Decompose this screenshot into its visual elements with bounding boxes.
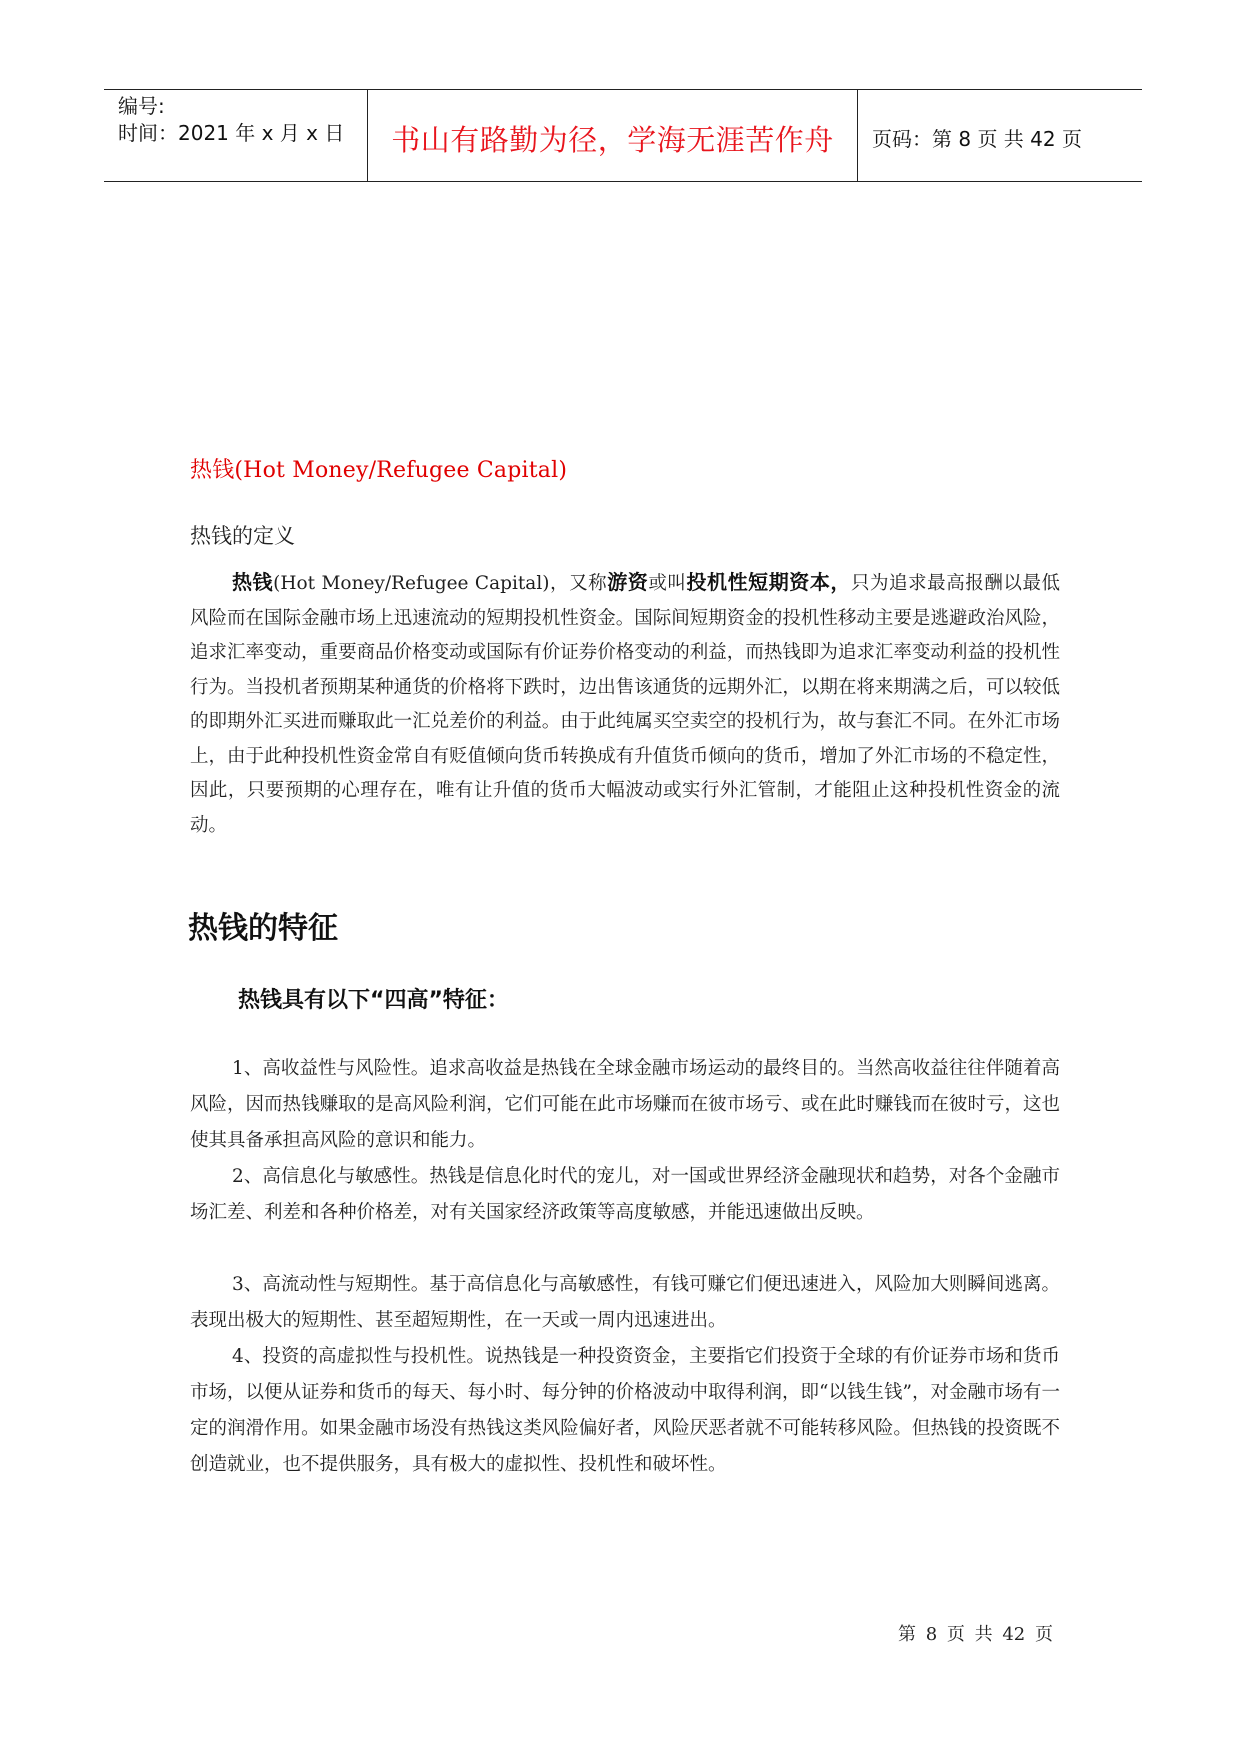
feature-item-2: 2、高信息化与敏感性。热钱是信息化时代的宠儿，对一国或世界经济金融现状和趋势，对各个金融市场汇差、利差和各种价格差，对有关国家经济政策等高度敏感，并能迅速做出反映。	[190, 1166, 1060, 1223]
header-motto-cell	[368, 90, 858, 181]
term-english: (Hot Money/Refugee Capital)，又称	[273, 573, 608, 594]
or-word: 或叫	[648, 573, 687, 594]
definition-paragraph	[190, 565, 1060, 843]
feature-item-4: 4、投资的高虚拟性与投机性。说热钱是一种投资资金，主要指它们投资于全球的有价证券市场和货币市场，以便从证券和货币的每天、每小时、每分钟的价格波动中取得利润，即“以钱生钱”，对金融市场有一定的润滑作用。如果金融市场没有热钱这类风险偏好者，风险厌恶者就不可能转移风险。但热钱的投资既不创造就业，也不提供服务，具有极大的虚拟性、投机性和破坏性。	[190, 1346, 1060, 1475]
alias-youzi: 游资	[607, 570, 649, 594]
header-page-cell	[858, 90, 1142, 181]
date-label: 时间：2021 年 x 月 x 日	[118, 121, 345, 145]
feature-item-1: 1、高收益性与风险性。追求高收益是热钱在全球金融市场运动的最终目的。当然高收益往往伴随着高风险，因而热钱赚取的是高风险利润，它们可能在此市场赚而在彼市场亏、或在此时赚钱而在彼时亏，这也使其具备承担高风险的意识和能力。	[190, 1058, 1060, 1151]
page-header	[104, 89, 1142, 182]
feature-item-3: 3、高流动性与短期性。基于高信息化与高敏感性，有钱可赚它们便迅速进入，风险加大则瞬间逃离。表现出极大的短期性、甚至超短期性，在一天或一周内迅速进出。	[190, 1274, 1060, 1331]
header-page-info: 页码：第 8 页 共 42 页	[872, 127, 1082, 151]
features-intro: 热钱具有以下“四高”特征：	[238, 988, 509, 1013]
definition-body: 只为追求最高报酬以最低风险而在国际金融市场上迅速流动的短期投机性资金。国际间短期资金的投机性移动主要是逃避政治风险，追求汇率变动，重要商品价格变动或国际有价证券价格变动的利益，而热钱即为追求汇率变动利益的投机性行为。当投机者预期某种通货的价格将下跌时，边出售该通货的远期外汇，以期在将来期满之后，可以较低的即期外汇买进而赚取此一汇兑差价的利益。由于此纯属买空卖空的投机行为，故与套汇不同。在外汇市场上，由于此种投机性资金常自有贬值倾向货币转换成有升值货币倾向的货币，增加了外汇市场的不稳定性，因此，只要预期的心理存在，唯有让升值的货币大幅波动或实行外汇管制，才能阻止这种投机性资金的流动。	[190, 573, 1061, 836]
page-footer: 第 8 页 共 42 页	[898, 1624, 1053, 1645]
alias-speculative-capital: 投机性短期资本	[686, 570, 831, 594]
serial-number-label: 编号:	[118, 94, 165, 118]
definition-heading: 热钱的定义	[190, 524, 295, 548]
header-meta-cell	[104, 90, 368, 181]
term-bold: 热钱	[232, 570, 274, 594]
features-heading: 热钱的特征	[188, 911, 338, 946]
document-title: 热钱(Hot Money/Refugee Capital)	[190, 458, 568, 483]
alias-comma: ，	[830, 570, 851, 594]
motto: 书山有路勤为径，学海无涯苦作舟	[391, 123, 834, 157]
